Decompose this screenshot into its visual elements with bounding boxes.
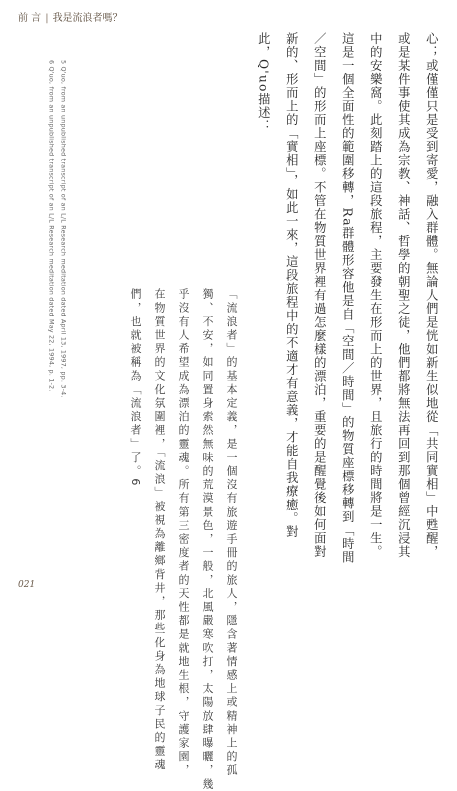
body-line-4: 這是一個全面性的範圍移轉，Ra群體形容他是自「空間／時間」的物質座標移轉到「時間 [340, 32, 355, 565]
footnote-5: 5 Q'uo, from an unpublished transcript of an L/L Research meditation dated April 13, 1997, pp. 3-4. [59, 60, 68, 398]
body-line-3: 中的安樂窩。此刻踏上的這段旅程，主要發生在形而上的世界，且旅行的時間將是一生。 [368, 32, 383, 559]
running-header [18, 9, 123, 24]
quote-line-1: 「流浪者」的基本定義，是一個沒有旅遊手冊的旅人，隱含著情感上或精神上的孤 [225, 288, 238, 778]
quote-line-2: 獨、不安，如同置身索然無味的荒漠景色，一般，北風嚴寒吹打，太陽放肆曝曬，幾 [201, 288, 214, 791]
quote-line-3: 乎沒有人希望成為漂泊的靈魂。所有第三密度者的天性都是就地生根，守護家園， [177, 288, 190, 778]
header-section: 前 言 [18, 13, 42, 24]
quote-line-5: 們，也就被稱為「流浪者」了。6 [129, 288, 142, 488]
header-chapter-title: 我是流浪者嗎？ [52, 13, 123, 24]
header-separator: | [45, 13, 49, 24]
body-line-1: 心；或僅僅只是受到寄愛，融入群體。無論人們是恍如新生似地從「共同實相」中甦醒， [424, 32, 439, 559]
body-line-2: 或是某件事使其成為宗教、神話、哲學的朝聖之徒，他們都將無法再回到那個曾經沉浸其 [396, 32, 411, 559]
body-line-5: ／空間」的形而上座標。不管在物質世界裡有過怎麼樣的漂泊，重要的是醒覺後如何面對 [312, 32, 327, 559]
body-line-7: 此，Q'uo描述： [256, 32, 271, 134]
body-line-6: 新的、形而上的「實相」，如此一來，這段旅程中的不適才有意義，才能自我療癒。對 [284, 32, 299, 539]
quote-line-4: 在物質世界的文化氛圍裡，「流浪」被視為離鄉背井，那些化身為地球子民的靈魂 [153, 288, 166, 773]
page-number: 021 [18, 580, 36, 590]
footnote-6: 6 Q'uo, from an unpublished transcript of an L/L Research meditation dated May 22, 1994, p. 1-2. [47, 60, 56, 392]
